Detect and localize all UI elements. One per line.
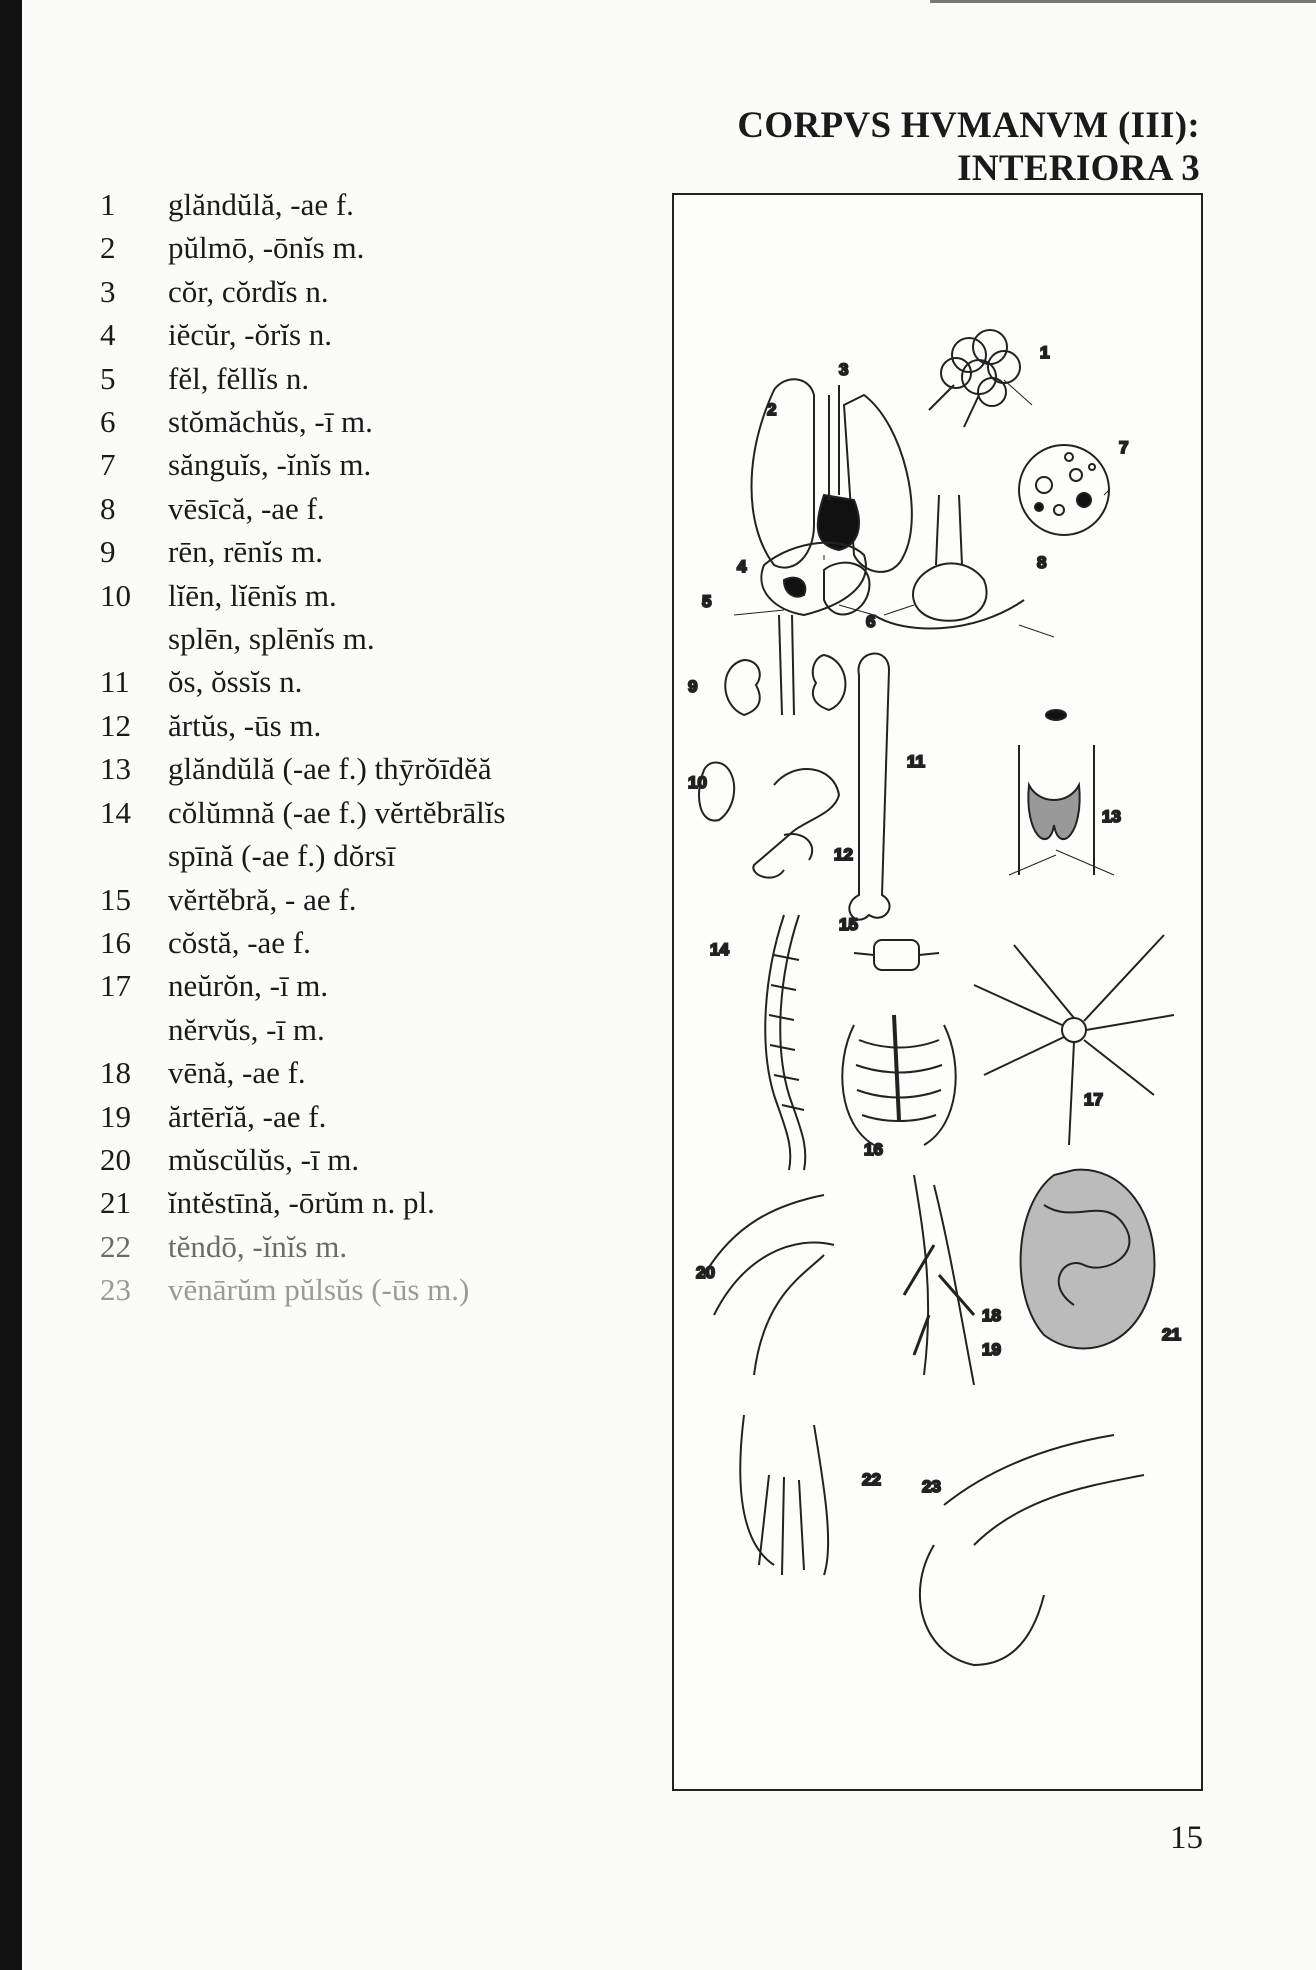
blood-cells-illustration bbox=[1019, 445, 1109, 535]
label-3: 3 bbox=[839, 360, 849, 379]
vocab-item bbox=[100, 1225, 620, 1268]
vocab-number: 22 bbox=[100, 1228, 131, 1264]
vocab-number: 20 bbox=[100, 1141, 131, 1177]
vocab-item bbox=[100, 183, 620, 226]
top-rule bbox=[930, 0, 1316, 3]
intestines-illustration bbox=[1021, 1170, 1155, 1349]
vocab-number: 6 bbox=[100, 404, 116, 440]
bone-illustration bbox=[849, 654, 889, 920]
vocab-number: 21 bbox=[100, 1185, 131, 1221]
label-19: 19 bbox=[982, 1340, 1001, 1359]
kidneys-illustration bbox=[725, 615, 845, 715]
label-10: 10 bbox=[688, 773, 707, 792]
vocab-term: glăndŭlă (-ae f.) thȳrŏīdĕă bbox=[168, 751, 492, 787]
vocab-item bbox=[100, 878, 620, 921]
vocab-number: 8 bbox=[100, 490, 116, 526]
vocab-item bbox=[100, 791, 620, 834]
vocab-term: glăndŭlă, -ae f. bbox=[168, 187, 354, 222]
anatomy-figure bbox=[672, 193, 1203, 1791]
label-16: 16 bbox=[864, 1140, 883, 1159]
vocab-item bbox=[100, 1268, 620, 1311]
vocab-term: stŏmăchŭs, -ī m. bbox=[168, 404, 373, 440]
label-18: 18 bbox=[982, 1306, 1001, 1325]
neuron-illustration bbox=[974, 935, 1174, 1145]
vocab-item bbox=[100, 1051, 620, 1094]
vocab-term: mŭscŭlŭs, -ī m. bbox=[168, 1141, 360, 1177]
vocab-item bbox=[100, 530, 620, 573]
vocab-number: 18 bbox=[100, 1055, 131, 1091]
vocab-item bbox=[100, 487, 620, 530]
muscles-illustration bbox=[704, 1195, 834, 1375]
vocab-number: 3 bbox=[100, 273, 116, 309]
vocab-term: fĕl, fĕllĭs n. bbox=[168, 360, 310, 396]
vocab-item bbox=[100, 704, 620, 747]
label-11: 11 bbox=[907, 752, 925, 771]
vocab-number: 14 bbox=[100, 794, 131, 830]
vocab-term: vēnă, -ae f. bbox=[168, 1055, 306, 1091]
vocab-number: 10 bbox=[100, 577, 131, 613]
vocab-number: 7 bbox=[100, 447, 116, 483]
vocab-term: neŭrŏn, -ī m. bbox=[168, 968, 329, 1004]
label-14: 14 bbox=[710, 940, 729, 959]
label-17: 17 bbox=[1084, 1090, 1103, 1109]
vocab-term: ŏs, ŏssĭs n. bbox=[168, 664, 303, 700]
bladder-illustration bbox=[874, 495, 1024, 629]
vocab-item bbox=[100, 313, 620, 356]
gland-illustration bbox=[929, 330, 1020, 427]
vocab-number: 17 bbox=[100, 968, 131, 1004]
label-13: 13 bbox=[1102, 807, 1121, 826]
vocab-term: tĕndō, -ĭnĭs m. bbox=[168, 1228, 348, 1264]
vocab-number: 5 bbox=[100, 360, 116, 396]
vocab-item bbox=[100, 1181, 620, 1224]
vocab-item bbox=[100, 964, 620, 1007]
label-21: 21 bbox=[1162, 1325, 1181, 1344]
label-9: 9 bbox=[688, 677, 698, 696]
vocab-number: 23 bbox=[100, 1272, 131, 1308]
vocabulary-list bbox=[100, 183, 620, 1312]
page-number: 15 bbox=[1170, 1820, 1203, 1856]
vocab-item bbox=[100, 1138, 620, 1181]
vocab-number: 9 bbox=[100, 534, 116, 570]
vocab-number: 19 bbox=[100, 1098, 131, 1134]
vocab-item bbox=[100, 747, 620, 790]
vocab-term: nĕrvŭs, -ī m. bbox=[168, 1011, 325, 1047]
label-7: 7 bbox=[1119, 438, 1129, 457]
vocab-item bbox=[100, 834, 620, 877]
vocab-term: spīnă (-ae f.) dŏrsī bbox=[168, 838, 396, 874]
label-2: 2 bbox=[767, 400, 777, 419]
vocab-term: sănguĭs, -ĭnĭs m. bbox=[168, 447, 372, 483]
hand-tendons-illustration bbox=[740, 1415, 828, 1575]
label-1: 1 bbox=[1040, 343, 1050, 362]
vocab-term: rēn, rēnĭs m. bbox=[168, 534, 323, 570]
vocab-number: 4 bbox=[100, 317, 116, 353]
vocab-item bbox=[100, 921, 620, 964]
anatomy-illustration bbox=[674, 195, 1205, 1793]
vocab-term: ărtērĭă, -ae f. bbox=[168, 1098, 327, 1134]
pulse-hands-illustration bbox=[920, 1435, 1144, 1665]
veins-arteries-illustration bbox=[904, 1175, 974, 1385]
page-title: CORPVS HVMANVM (III): INTERIORA 3 bbox=[737, 105, 1200, 189]
label-4: 4 bbox=[737, 557, 747, 576]
vocab-term: vēsīcă, -ae f. bbox=[168, 490, 325, 526]
vocab-number: 2 bbox=[100, 230, 116, 266]
spine-illustration bbox=[765, 915, 805, 1170]
vocab-number: 16 bbox=[100, 924, 131, 960]
vocab-term: pŭlmō, -ōnĭs m. bbox=[168, 230, 365, 266]
vocab-number: 13 bbox=[100, 751, 131, 787]
vocab-item bbox=[100, 270, 620, 313]
vocab-term: cŏr, cŏrdĭs n. bbox=[168, 273, 329, 309]
label-23: 23 bbox=[922, 1477, 941, 1496]
vocab-term: vĕrtĕbră, - ae f. bbox=[168, 881, 357, 917]
vocab-item bbox=[100, 617, 620, 660]
vocab-number: 1 bbox=[100, 187, 116, 222]
vocab-term: iĕcŭr, -ŏrĭs n. bbox=[168, 317, 333, 353]
joint-illustration bbox=[753, 769, 839, 878]
vocab-item bbox=[100, 357, 620, 400]
vocab-term: ĭntĕstīnă, -ōrŭm n. pl. bbox=[168, 1185, 435, 1221]
vocab-item bbox=[100, 660, 620, 703]
vocab-term: splēn, splēnĭs m. bbox=[168, 621, 375, 657]
vocab-term: lĭēn, lĭēnĭs m. bbox=[168, 577, 337, 613]
vocab-number: 12 bbox=[100, 707, 131, 743]
vocab-item bbox=[100, 226, 620, 269]
label-8: 8 bbox=[1037, 553, 1047, 572]
vocab-item bbox=[100, 1095, 620, 1138]
vocab-item bbox=[100, 1008, 620, 1051]
vocab-term: cŏlŭmnă (-ae f.) vĕrtĕbrālĭs bbox=[168, 794, 506, 830]
label-12: 12 bbox=[834, 845, 853, 864]
vertebra-illustration bbox=[854, 940, 939, 970]
vocab-term: ărtŭs, -ūs m. bbox=[168, 707, 322, 743]
vocab-number: 11 bbox=[100, 664, 130, 700]
vocab-item bbox=[100, 443, 620, 486]
ribcage-illustration bbox=[842, 1015, 955, 1145]
label-22: 22 bbox=[862, 1470, 881, 1489]
label-5: 5 bbox=[702, 592, 712, 611]
label-15: 15 bbox=[839, 915, 858, 934]
vocab-item bbox=[100, 400, 620, 443]
vocab-term: vēnārŭm pŭlsŭs (-ūs m.) bbox=[168, 1272, 470, 1308]
book-spine-shadow bbox=[0, 0, 22, 1970]
vocab-term: cŏstă, -ae f. bbox=[168, 924, 311, 960]
label-6: 6 bbox=[866, 612, 876, 631]
vocab-number: 15 bbox=[100, 881, 131, 917]
vocab-item bbox=[100, 574, 620, 617]
label-20: 20 bbox=[696, 1263, 715, 1282]
